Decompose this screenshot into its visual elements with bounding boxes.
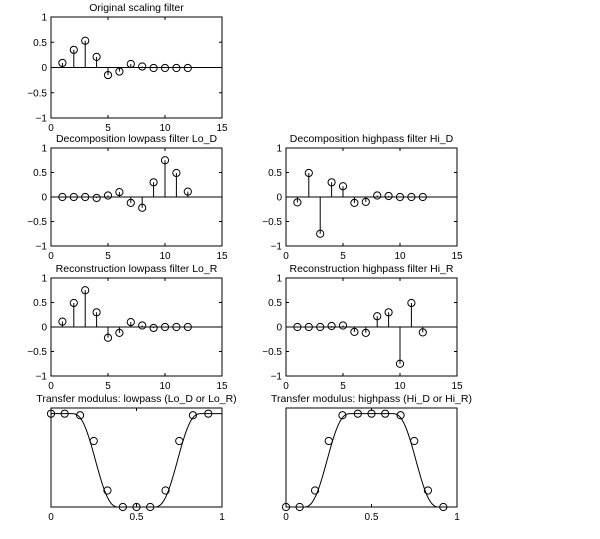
- x-tick-label: 10: [159, 123, 171, 134]
- y-tick-label: −1: [35, 371, 47, 383]
- subplot-title: Decomposition lowpass filter Lo_D: [55, 133, 218, 145]
- x-tick-label: 15: [216, 251, 228, 262]
- subplot-7: [271, 393, 472, 523]
- x-tick-label: 0: [48, 251, 54, 262]
- axes-frame: [51, 408, 222, 507]
- subplot-5: [262, 263, 463, 392]
- x-tick-label: 5: [105, 251, 111, 262]
- x-tick-label: 0.5: [364, 512, 379, 523]
- y-tick-label: 0: [41, 322, 47, 334]
- y-tick-label: −0.5: [262, 347, 282, 358]
- x-tick-label: 0.5: [129, 512, 144, 523]
- x-tick-label: 10: [394, 251, 406, 262]
- subplot-title: Reconstruction lowpass filter Lo_R: [55, 263, 218, 275]
- y-tick-label: −1: [270, 371, 282, 383]
- y-tick-label: 0: [41, 192, 47, 204]
- y-tick-label: 1: [41, 12, 47, 24]
- subplot-3: [262, 133, 463, 262]
- y-tick-label: −1: [35, 241, 47, 253]
- x-tick-label: 0: [48, 123, 54, 134]
- y-tick-label: −0.5: [27, 217, 47, 228]
- x-tick-label: 0: [283, 251, 289, 262]
- x-tick-label: 15: [216, 123, 228, 134]
- x-tick-label: 5: [340, 251, 346, 262]
- y-tick-label: 1: [276, 273, 282, 285]
- y-tick-label: −1: [35, 113, 47, 125]
- x-tick-label: 15: [451, 251, 463, 262]
- x-tick-label: 0: [48, 381, 54, 392]
- x-tick-label: 0: [283, 381, 289, 392]
- stem-marker: [385, 192, 392, 199]
- y-tick-label: 0.5: [33, 37, 47, 49]
- y-tick-label: 0: [276, 322, 282, 334]
- y-tick-label: 0.5: [33, 298, 47, 309]
- x-tick-label: 1: [219, 512, 225, 523]
- y-tick-label: 0: [41, 63, 47, 74]
- y-tick-label: 0.5: [268, 168, 282, 179]
- y-tick-label: −0.5: [27, 88, 47, 100]
- x-tick-label: 5: [105, 381, 111, 392]
- y-tick-label: 0.5: [268, 298, 282, 309]
- subplot-2: [27, 133, 228, 262]
- x-tick-label: 1: [454, 512, 460, 523]
- x-tick-label: 10: [159, 381, 171, 392]
- x-tick-label: 5: [105, 123, 111, 134]
- y-tick-label: −0.5: [262, 217, 282, 228]
- transfer-marker: [90, 437, 97, 444]
- subplot-title: Decomposition highpass filter Hi_D: [289, 133, 454, 145]
- subplot-6: [36, 393, 236, 523]
- y-tick-label: 0: [276, 192, 282, 204]
- x-tick-label: 10: [159, 251, 171, 262]
- y-tick-label: 1: [41, 143, 47, 155]
- transfer-marker: [176, 437, 183, 444]
- x-tick-label: 0: [48, 512, 54, 523]
- transfer-marker: [325, 437, 332, 444]
- y-tick-label: 1: [41, 273, 47, 285]
- x-tick-label: 0: [283, 512, 289, 523]
- x-tick-label: 10: [394, 381, 406, 392]
- y-tick-label: 0.5: [33, 168, 47, 179]
- subplot-title: Original scaling filter: [89, 2, 184, 14]
- y-tick-label: 1: [276, 143, 282, 155]
- x-tick-label: 5: [340, 381, 346, 392]
- y-tick-label: −1: [270, 241, 282, 253]
- transfer-marker: [411, 437, 418, 444]
- transfer-curve: [286, 414, 457, 507]
- transfer-curve: [51, 414, 222, 507]
- subplot-1: [27, 2, 228, 134]
- subplot-title: Reconstruction highpass filter Hi_R: [289, 263, 454, 275]
- x-tick-label: 15: [451, 381, 463, 392]
- subplot-4: [27, 263, 228, 392]
- subplot-title: Transfer modulus: lowpass (Lo_D or Lo_R): [36, 393, 237, 405]
- subplot-title: Transfer modulus: highpass (Hi_D or Hi_R): [271, 393, 472, 405]
- x-tick-label: 15: [216, 381, 228, 392]
- y-tick-label: −0.5: [27, 347, 47, 358]
